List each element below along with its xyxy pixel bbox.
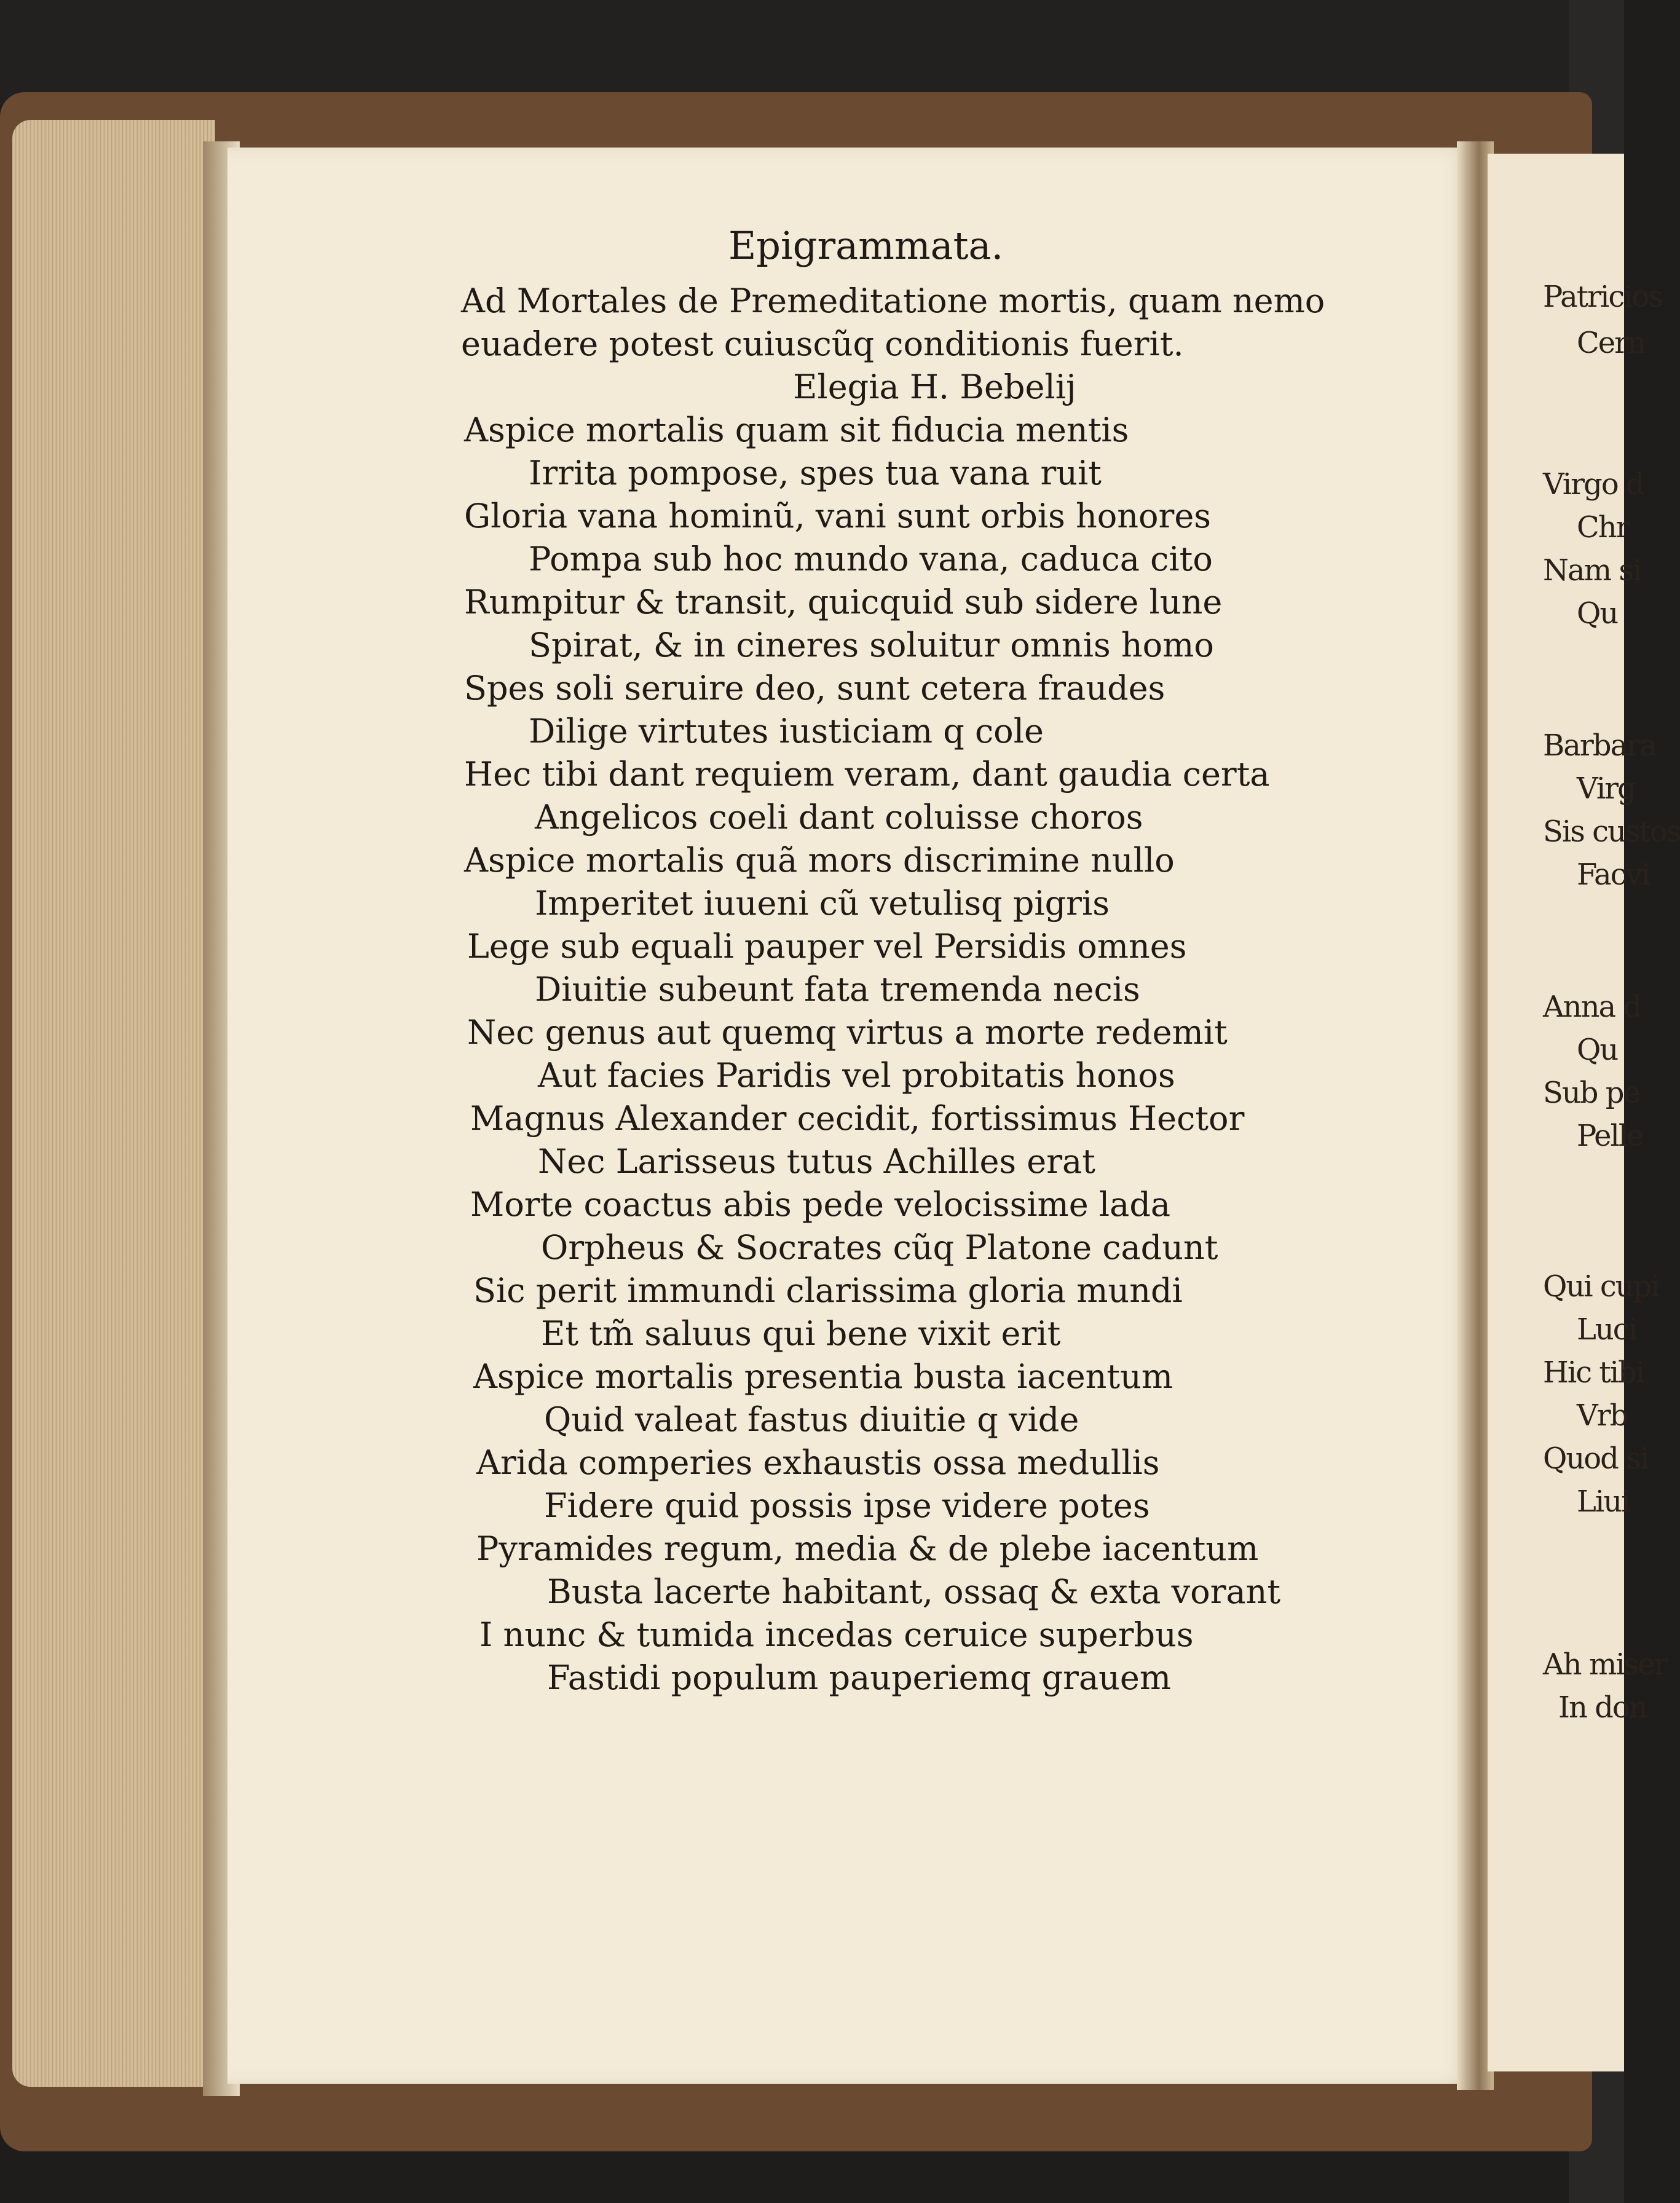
verse-line: Quid valeat fastus diuitie q vide [544, 1400, 1079, 1439]
verse-line: Aspice mortalis quã mors discrimine nullo [464, 841, 1175, 880]
right-fragment: Luci [1577, 1312, 1637, 1347]
right-fragment: Patricios [1543, 280, 1663, 314]
verse-line: Imperitet iuueni cũ vetulisq pigris [535, 884, 1110, 923]
right-fragment: Quod si [1543, 1441, 1649, 1476]
verse-line: I nunc & tumida incedas ceruice superbus [479, 1615, 1194, 1654]
right-fragment: Virg [1577, 771, 1635, 806]
right-fragment: Pelle [1577, 1119, 1643, 1153]
right-fragment: Ah miser [1543, 1647, 1667, 1682]
verse-line: Busta lacerte habitant, ossaq & exta vorant [547, 1572, 1281, 1611]
right-fragment: Cern [1577, 326, 1645, 360]
right-page [1488, 154, 1680, 2071]
verse-line: Fastidi populum pauperiemq grauem [547, 1658, 1172, 1697]
verse-line: Angelicos coeli dant coluisse choros [535, 798, 1143, 837]
right-fragment: Chr [1577, 510, 1629, 545]
verse-line: Spes soli seruire deo, sunt cetera fraudes [464, 669, 1165, 707]
right-fragment: Virgo d [1543, 467, 1644, 502]
right-fragment: In don [1558, 1690, 1647, 1725]
verse-line: Sic perit immundi clarissima gloria mundi [473, 1271, 1183, 1310]
page-heading: Epigrammata. [728, 223, 1004, 268]
verse-line: Spirat, & in cineres soluitur omnis homo [529, 626, 1214, 664]
right-fragment: Hic tibi [1543, 1355, 1644, 1390]
verse-line: Pompa sub hoc mundo vana, caduca cito [529, 540, 1213, 578]
verse-line: Arida comperies exhaustis ossa medullis [476, 1443, 1160, 1482]
subtitle: Elegia H. Bebelij [793, 368, 1076, 406]
verse-line: Aspice mortalis quam sit fiducia mentis [464, 411, 1129, 449]
right-fragment: Barbara [1543, 728, 1656, 763]
right-fragment: Facvi [1577, 857, 1650, 892]
verse-line: Dilige virtutes iusticiam q cole [529, 712, 1044, 751]
right-fragment: Anna d [1543, 990, 1641, 1024]
backdrop-top [0, 0, 1624, 104]
verse-line: Orpheus & Socrates cũq Platone cadunt [541, 1228, 1218, 1267]
verse-line: Aspice mortalis presentia busta iacentum [473, 1357, 1173, 1396]
right-fragment: Vrb [1577, 1398, 1628, 1433]
right-fragment: Qu [1577, 1033, 1618, 1067]
right-fragment: Sub pe [1543, 1076, 1639, 1110]
verse-line: Aut facies Paridis vel probitatis honos [538, 1056, 1175, 1095]
verse-line: Hec tibi dant requiem veram, dant gaudia certa [464, 755, 1270, 794]
verse-line: Morte coactus abis pede velocissime lada [470, 1185, 1171, 1224]
verse-line: Fidere quid possis ipse videre potes [544, 1486, 1150, 1525]
right-fragment: Sis custos [1543, 814, 1680, 849]
verse-line: Nec genus aut quemq virtus a morte redemit [467, 1013, 1228, 1052]
right-fragment: Qu [1577, 596, 1618, 631]
verse-line: Pyramides regum, media & de plebe iacentum [476, 1529, 1259, 1568]
verse-line: Nec Larisseus tutus Achilles erat [538, 1142, 1095, 1181]
verse-line: Lege sub equali pauper vel Persidis omnes [467, 927, 1187, 966]
page-edges [12, 120, 215, 2087]
left-page [227, 148, 1475, 2084]
verse-line: Rumpitur & transit, quicquid sub sidere lune [464, 583, 1223, 621]
right-fragment: Liui [1577, 1484, 1630, 1519]
right-fragment: Qui cupi [1543, 1269, 1659, 1304]
right-fragment: Nam si [1543, 553, 1641, 588]
verse-line: Irrita pompose, spes tua vana ruit [529, 454, 1102, 492]
title-line: euadere potest cuiuscũq conditionis fuerit. [461, 325, 1184, 363]
verse-line: Et tm̃ saluus qui bene vixit erit [541, 1314, 1061, 1353]
verse-line: Gloria vana hominũ, vani sunt orbis honores [464, 497, 1211, 535]
verse-line: Diuitie subeunt fata tremenda necis [535, 970, 1140, 1009]
title-line: Ad Mortales de Premeditatione mortis, quam nemo [461, 282, 1325, 320]
verse-line: Magnus Alexander cecidit, fortissimus Hector [470, 1099, 1245, 1138]
